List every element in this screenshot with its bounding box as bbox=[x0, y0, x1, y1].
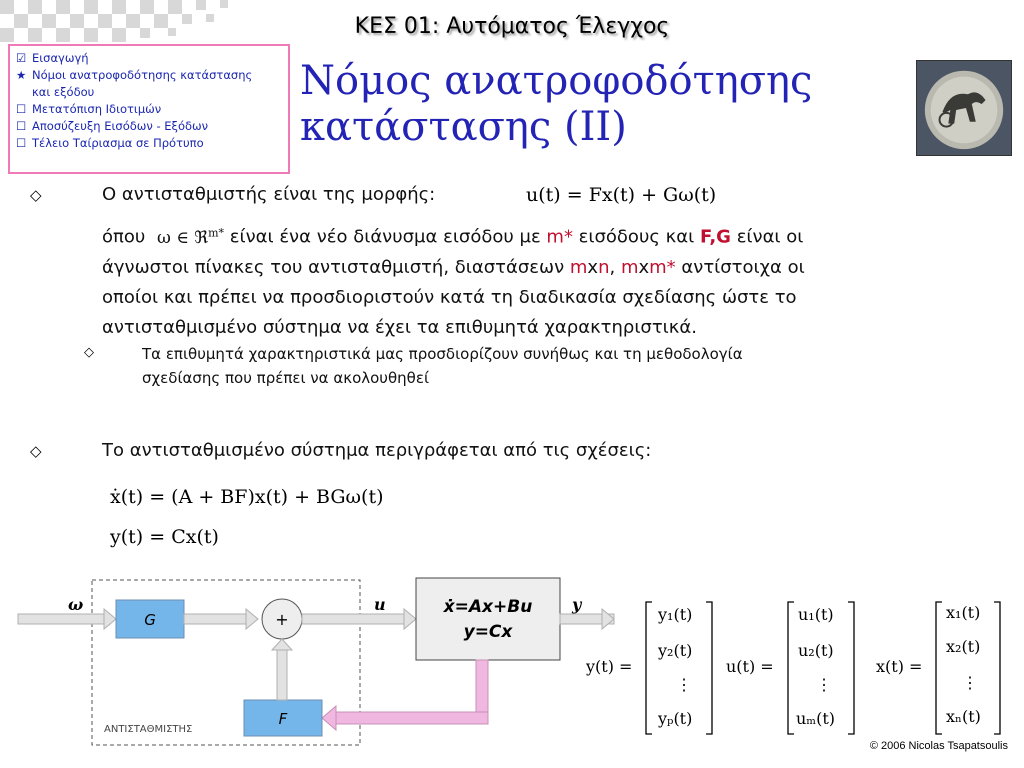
bracket-right bbox=[706, 602, 712, 734]
u-entry-m: uₘ(t) bbox=[796, 709, 836, 728]
slide-title bbox=[300, 58, 900, 150]
u-signal-label: u bbox=[374, 595, 386, 614]
u-entry-1: u₁(t) bbox=[798, 605, 834, 624]
paragraph-compensator-form: Ο αντισταθμιστής είναι της μορφής: bbox=[102, 184, 436, 205]
bracket-left bbox=[788, 602, 794, 734]
highlight-fg: F,G bbox=[699, 226, 731, 248]
paragraph-where-line2 bbox=[102, 253, 1002, 283]
outline-item-feedback-laws-cont[interactable] bbox=[16, 84, 282, 101]
omega-set: ω ∈ ℜ bbox=[157, 227, 209, 248]
ancient-coin-image bbox=[916, 60, 1012, 156]
bracket-right bbox=[848, 602, 854, 734]
slide-title-line1: Νόμος ανατροφοδότησης bbox=[300, 58, 813, 104]
paragraph-where-line3: οποίοι και πρέπει να προσδιοριστούν κατά τη διαδικασία σχεδίασης ώστε το bbox=[102, 286, 797, 308]
outline-item-decoupling[interactable] bbox=[16, 118, 282, 135]
plant-block bbox=[416, 578, 560, 660]
output-equation: y(t) = Cx(t) bbox=[110, 526, 219, 548]
outline-item-label: Μετατόπιση Ιδιοτιμών bbox=[32, 102, 162, 116]
sum-to-plant-arrow bbox=[302, 614, 404, 624]
vdots: ⋮ bbox=[676, 675, 692, 694]
paragraph-where-line4: αντισταθμισμένο σύστημα να έχει τα επιθυμητά χαρακτηριστικά. bbox=[102, 316, 697, 338]
sub-paragraph-line2: σχεδίασης που πρέπει να ακολουθηθεί bbox=[142, 369, 430, 387]
star-icon: ★ bbox=[16, 68, 27, 82]
empty-box-icon: ☐ bbox=[16, 136, 27, 150]
x-entry-2: x₂(t) bbox=[946, 637, 981, 656]
lecture-outline-box bbox=[8, 44, 290, 174]
bracket-right bbox=[994, 602, 1000, 734]
text-segment: αντίστοιχα οι bbox=[675, 256, 805, 278]
sub-paragraph-line1: Τα επιθυμητά χαρακτηριστικά μας προσδιορίζουν συνήθως και τη μεθοδολογία bbox=[142, 345, 743, 363]
copyright-footer: © 2006 Nicolas Tsapatsoulis bbox=[869, 740, 1008, 752]
arrow-head bbox=[272, 639, 292, 650]
omega-set-sup: m* bbox=[208, 226, 225, 239]
sum-symbol: + bbox=[275, 610, 289, 629]
paragraph-where-line1 bbox=[102, 218, 1002, 253]
dim-n: n bbox=[598, 256, 610, 278]
state-equation: ẋ(t) = (A + BF)x(t) + BGω(t) bbox=[110, 486, 384, 508]
plant-output-eq: y=Cx bbox=[463, 622, 513, 642]
feedback-path-horizontal bbox=[336, 712, 488, 724]
empty-box-icon: ☐ bbox=[16, 119, 27, 133]
y-entry-2: y₂(t) bbox=[658, 641, 693, 660]
outline-item-marker bbox=[16, 84, 32, 101]
text-segment: άγνωστοι πίνακες του αντισταθμιστή, διαστάσεων bbox=[102, 256, 570, 278]
sub-paragraph bbox=[142, 342, 743, 390]
paragraph-compensated-system: Το αντισταθμισμένο σύστημα περιγράφεται από τις σχέσεις: bbox=[102, 440, 652, 461]
y-entry-1: y₁(t) bbox=[658, 605, 693, 624]
text-segment: εισόδους και bbox=[572, 226, 700, 248]
bullet-icon: ◇ bbox=[30, 442, 42, 460]
y-signal-label: y bbox=[572, 595, 582, 614]
y-entry-p: yₚ(t) bbox=[658, 709, 693, 728]
empty-box-icon: ☐ bbox=[16, 102, 27, 116]
outline-item-label: Αποσύζευξη Εισόδων - Εξόδων bbox=[32, 119, 209, 133]
slide-title-line2: κατάστασης (ΙΙ) bbox=[300, 104, 627, 150]
plant-state-eq: ẋ=Ax+Bu bbox=[443, 597, 533, 617]
dim-m-star: m* bbox=[649, 256, 676, 278]
bracket-left bbox=[936, 602, 942, 734]
u-vector-lhs: u(t) = bbox=[726, 657, 774, 676]
f-block-label: F bbox=[278, 710, 288, 728]
arrow-head bbox=[404, 609, 416, 629]
vdots: ⋮ bbox=[816, 675, 832, 694]
omega-signal-label: ω bbox=[68, 595, 84, 614]
feedback-arrow-head bbox=[322, 706, 336, 730]
g-to-sum-arrow bbox=[184, 614, 246, 624]
block-diagram bbox=[0, 570, 620, 760]
vdots: ⋮ bbox=[962, 673, 978, 692]
x-entry-1: x₁(t) bbox=[946, 603, 981, 622]
outline-item-label: Νόμοι ανατροφοδότησης κατάστασης bbox=[32, 68, 253, 82]
outline-item-label: Τέλειο Ταίριασμα σε Πρότυπο bbox=[32, 136, 204, 150]
highlight-m-star: m* bbox=[546, 226, 573, 248]
outline-item-model-matching[interactable] bbox=[16, 135, 282, 152]
x-entry-n: xₙ(t) bbox=[946, 707, 981, 726]
outline-item-eigenvalue-shift[interactable] bbox=[16, 101, 282, 118]
dim-m: m bbox=[620, 256, 639, 278]
paragraph-where bbox=[102, 218, 1002, 343]
arrow-head bbox=[246, 609, 258, 629]
text-where: όπου bbox=[102, 226, 146, 248]
text-segment: , bbox=[609, 256, 621, 278]
dim-x: x bbox=[638, 256, 650, 278]
checked-box-icon: ☑ bbox=[16, 51, 27, 65]
input-arrow-omega bbox=[18, 614, 104, 624]
control-law-formula: u(t) = Fx(t) + Gω(t) bbox=[526, 184, 717, 206]
outline-item-introduction[interactable] bbox=[16, 50, 282, 67]
text-segment: είναι ένα νέο διάνυσμα εισόδου με bbox=[224, 226, 547, 248]
outline-item-label: και εξόδου bbox=[32, 85, 95, 99]
bracket-left bbox=[646, 602, 652, 734]
sub-bullet-icon: ◇ bbox=[84, 345, 94, 360]
y-vector-lhs: y(t) = bbox=[586, 657, 633, 676]
g-block-label: G bbox=[144, 611, 156, 629]
course-title: ΚΕΣ 01: Αυτόματος Έλεγχος bbox=[354, 14, 670, 39]
compensator-label: ΑΝΤΙΣΤΑΘΜΙΣΤΗΣ bbox=[104, 724, 193, 735]
omega-set-formula bbox=[157, 228, 224, 248]
signal-vectors bbox=[580, 596, 1020, 740]
text-segment: είναι οι bbox=[730, 226, 804, 248]
input-arrow-head bbox=[104, 609, 116, 629]
u-entry-2: u₂(t) bbox=[798, 641, 834, 660]
outline-item-label: Εισαγωγή bbox=[32, 51, 89, 65]
x-vector-lhs: x(t) = bbox=[876, 657, 923, 676]
bullet-icon: ◇ bbox=[30, 186, 42, 204]
dim-x: x bbox=[587, 256, 599, 278]
outline-item-feedback-laws[interactable] bbox=[16, 67, 282, 84]
f-to-sum-arrow bbox=[277, 650, 287, 700]
dim-m: m bbox=[569, 256, 588, 278]
